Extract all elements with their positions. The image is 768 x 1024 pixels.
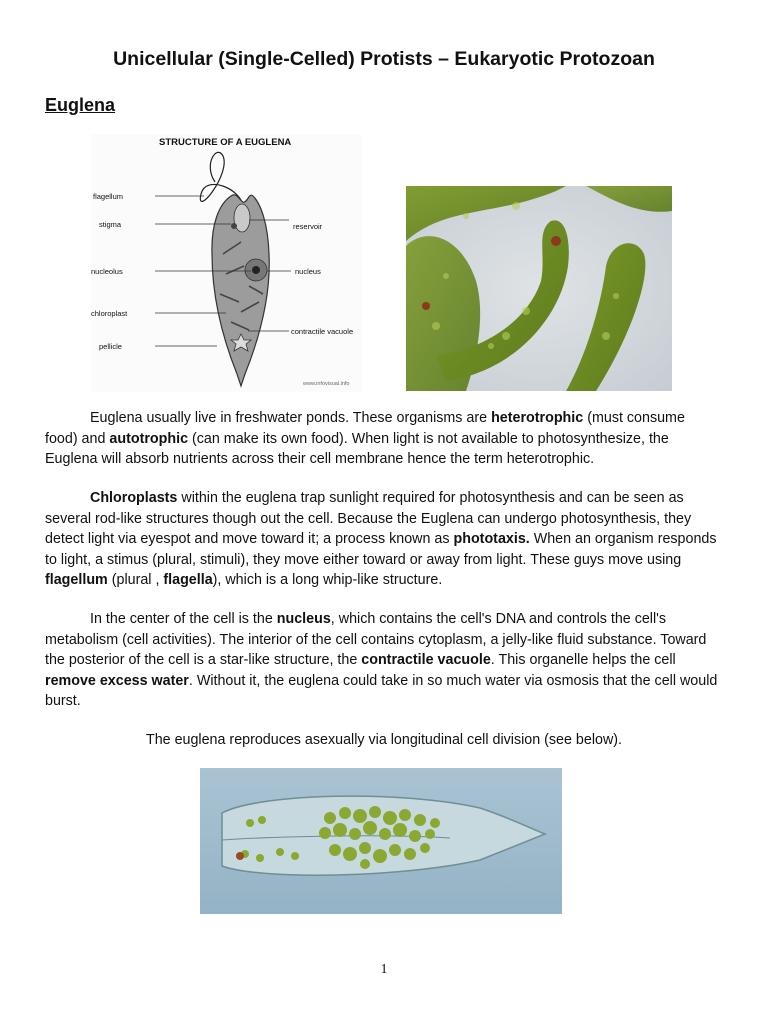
- paragraph-nucleus: [45, 609, 721, 712]
- term-heterotrophic: heterotrophic: [491, 410, 584, 426]
- p1-text-2: (must consume food) and: [45, 410, 685, 447]
- euglena-micrograph: [406, 186, 672, 391]
- section-heading: Euglena: [45, 95, 116, 115]
- term-autotrophic: autotrophic: [109, 430, 189, 447]
- label-pellicle: pellicle: [99, 342, 122, 351]
- p2-text-3: (plural ,: [107, 572, 164, 589]
- label-reservoir: reservoir: [293, 222, 323, 231]
- term-flagellum: flagellum: [45, 572, 108, 589]
- page-title: Unicellular (Single-Celled) Protists – Eukaryotic Protozoan: [113, 48, 655, 70]
- p3-text-3: . This organelle helps the cell: [490, 652, 676, 669]
- p3-text-2: , which contains the cell's DNA and controls the cell's metabolism (cell activities). The interior of the cell contains cytoplasm, a jelly-like fluid substance. Toward the posterior of the cell is a star-like structure, the: [45, 611, 707, 669]
- term-nucleus: nucleus: [276, 611, 331, 627]
- euglena-structure-diagram: [91, 134, 362, 392]
- diagram-heading: STRUCTURE OF A EUGLENA: [159, 137, 292, 148]
- p2-text-4: ), which is a long whip-like structure.: [212, 572, 443, 589]
- label-nucleolus: nucleolus: [91, 267, 123, 276]
- label-flagellum: flagellum: [93, 192, 124, 201]
- label-chloroplast: chloroplast: [91, 309, 128, 318]
- term-contractile-vacuole: contractile vacuole: [361, 652, 491, 669]
- p3-text-4: . Without it, the euglena could take in so much water via osmosis that the cell would burst.: [45, 672, 718, 710]
- p1-text-3: (can make its own food). When light is not available to photosynthesize, the Euglena will absorb nutrients across their cell membrane hence the term heterotrophic.: [45, 430, 669, 468]
- p2-text-2: When an organism responds to light, a stimus (plural, stimuli), they move either toward or away from light. These guys move using: [45, 531, 717, 568]
- diagram-credit: www.infovisual.info: [303, 381, 350, 387]
- label-stigma: stigma: [99, 220, 122, 229]
- stigma-shape: [231, 223, 237, 229]
- p3-text-1: In the center of the cell is the: [90, 611, 277, 627]
- cell-division-micrograph: [200, 768, 562, 914]
- label-nucleus: nucleus: [295, 267, 321, 276]
- page-number: 1: [380, 962, 388, 977]
- term-flagella: flagella: [163, 572, 213, 589]
- division-caption: The euglena reproduces asexually via longitudinal cell division (see below).: [145, 732, 623, 748]
- p2-text-1: within the euglena trap sunlight required for photosynthesis and can be seen as several rod-like structures though out the cell. Because the Euglena can undergo photosynthesis, they detect light via eyespot and move toward it; a process known as: [45, 490, 692, 548]
- label-contractile-vacuole: contractile vacuole: [291, 327, 354, 336]
- term-chloroplasts: Chloroplasts: [90, 490, 178, 506]
- p1-text-1: Euglena usually live in freshwater ponds. These organisms are: [90, 410, 492, 426]
- paragraph-nutrition: [45, 408, 721, 470]
- paragraph-chloroplasts: [45, 488, 721, 591]
- term-remove-excess-water: remove excess water: [45, 672, 189, 689]
- term-phototaxis: phototaxis.: [453, 531, 530, 548]
- nucleolus-shape: [252, 266, 260, 274]
